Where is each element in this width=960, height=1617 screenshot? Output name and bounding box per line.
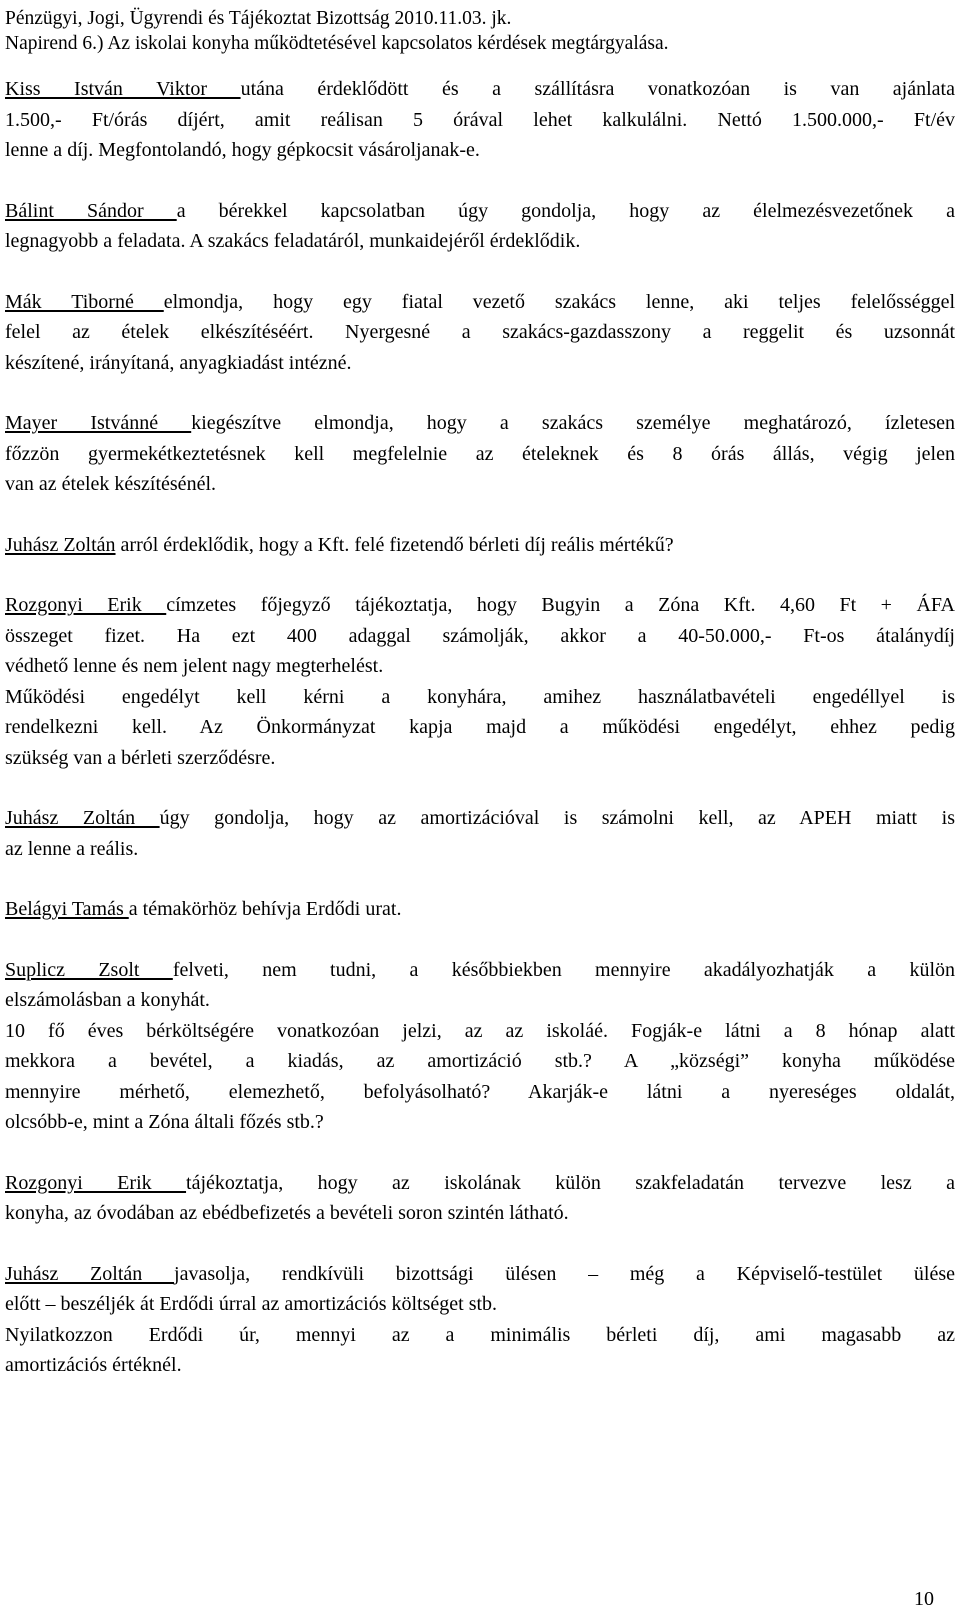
line-text: a bérekkel kapcsolatban úgy gondolja, hogy az élelmezésvezetőnek a [176, 199, 956, 222]
paragraph [5, 530, 955, 561]
line-text: arról érdeklődik, hogy a Kft. felé fizetendő bérleti díj reális mértékű? [115, 533, 674, 556]
text-line [5, 1289, 955, 1320]
line-text: védhető lenne és nem jelent nagy megterhelést. [5, 655, 384, 677]
line-text: szükség van a bérleti szerződésre. [5, 746, 276, 769]
text-line [5, 682, 955, 713]
paragraph-gap [5, 560, 955, 590]
paragraph-gap [5, 864, 955, 894]
text-line [5, 1168, 955, 1199]
line-text: elmondja, hogy egy fiatal vezető szakács lenne, aki teljes felelősséggel [163, 290, 955, 313]
text-line [5, 1350, 955, 1381]
line-text: 10 fő éves bérköltségére vonatkozóan jelzi, az az iskoláé. Fogják-e látni a 8 hónap alatt [5, 1019, 955, 1042]
speaker-name: Juhász Zoltán [5, 807, 160, 829]
text-line [5, 651, 955, 682]
line-text: tájékoztatja, hogy az iskolának külön szakfeladatán tervezve lesz a [186, 1171, 955, 1194]
line-text: amortizációs értéknél. [5, 1354, 182, 1376]
paragraph-gap [5, 257, 955, 287]
text-line [5, 590, 955, 621]
paragraph-gap [5, 500, 955, 530]
paragraph-gap [5, 378, 955, 408]
paragraph [5, 894, 955, 925]
line-text: 1.500,- Ft/órás díjért, amit reálisan 5 órával lehet kalkulálni. Nettó 1.500.000,- Ft/év [5, 108, 955, 131]
text-line [5, 317, 955, 348]
speaker-name: Mayer Istvánné [5, 412, 192, 434]
text-line [5, 1259, 955, 1290]
speaker-name: Suplicz Zsolt [5, 958, 173, 981]
line-text: készítené, irányítaná, anyagkiadást intézné. [5, 351, 352, 374]
page-number: 10 [914, 1588, 934, 1610]
paragraph-gap [5, 1138, 955, 1168]
line-text: az lenne a reális. [5, 837, 139, 860]
text-line [5, 1107, 955, 1138]
text-line [5, 1046, 955, 1077]
agenda-item: Napirend 6.) Az iskolai konyha működtetésével kapcsolatos kérdések megtárgyalása. [5, 33, 669, 54]
line-text: van az ételek készítésénél. [5, 473, 216, 495]
line-text: előtt – beszéljék át Erdődi úrral az amortizációs költséget stb. [5, 1293, 498, 1315]
paragraph [5, 803, 955, 864]
line-text: utána érdeklődött és a szállításra vonatkozóan is van ajánlata [240, 78, 955, 100]
line-text: mennyire mérhető, elemezhető, befolyásolható? Akarják-e látni a nyereséges oldalát, [5, 1080, 955, 1103]
text-line [5, 1016, 955, 1047]
line-text: rendelkezni kell. Az Önkormányzat kapja majd a működési engedélyt, ehhez pedig [5, 716, 955, 738]
text-line [5, 985, 955, 1016]
text-line [5, 530, 955, 561]
header-title: Pénzügyi, Jogi, Ügyrendi és Tájékoztat Bizottság 2010.11.03. jk. [5, 8, 512, 29]
text-line [5, 834, 955, 865]
speaker-name: Juhász Zoltán [5, 533, 116, 556]
line-text: elszámolásban a konyhát. [5, 989, 210, 1011]
paragraph [5, 196, 955, 257]
text-line [5, 712, 955, 743]
line-text: Nyilatkozzon Erdődi úr, mennyi az a minimális bérleti díj, ami magasabb az [5, 1323, 955, 1346]
text-line [5, 1198, 955, 1229]
text-line [5, 743, 955, 774]
paragraph-gap [5, 1229, 955, 1259]
text-line [5, 196, 955, 227]
text-line [5, 1077, 955, 1108]
line-text: felel az ételek elkészítéséért. Nyergesné a szakács-gazdasszony a reggelit és uzsonnát [5, 321, 955, 343]
line-text: címzetes főjegyző tájékoztatja, hogy Bugyin a Zóna Kft. 4,60 Ft + ÁFA [166, 594, 955, 616]
speaker-name: Bálint Sándor [5, 199, 177, 222]
speaker-name: Rozgonyi Erik [5, 1171, 187, 1194]
text-line [5, 803, 955, 834]
line-text: lenne a díj. Megfontolandó, hogy gépkocsit vásároljanak-e. [5, 139, 480, 161]
line-text: összeget fizet. Ha ezt 400 adaggal számolják, akkor a 40-50.000,- Ft-os átalánydíj [5, 624, 955, 647]
speaker-name: Juhász Zoltán [5, 1262, 175, 1285]
speaker-name: Rozgonyi Erik [5, 594, 167, 616]
line-text: felveti, nem tudni, a későbbiekben mennyire akadályozhatják a külön [172, 958, 955, 981]
text-line [5, 1320, 955, 1351]
paragraph [5, 1168, 955, 1229]
line-text: a témakörhöz behívja Erdődi urat. [128, 898, 402, 920]
line-text: főzzön gyermekétkeztetésnek kell megfelelnie az ételeknek és 8 órás állás, végig jelen [5, 442, 955, 465]
text-line [5, 955, 955, 986]
text-line [5, 287, 955, 318]
text-line [5, 894, 955, 925]
paragraph-gap [5, 166, 955, 196]
speaker-name: Mák Tiborné [5, 290, 164, 313]
paragraph [5, 287, 955, 379]
text-line [5, 226, 955, 257]
paragraph [5, 408, 955, 500]
text-line [5, 439, 955, 470]
text-line [5, 74, 955, 105]
paragraph [5, 1259, 955, 1381]
line-text: Működési engedélyt kell kérni a konyhára, amihez használatbavételi engedéllyel is [5, 685, 955, 708]
document-header [5, 6, 955, 56]
text-line [5, 348, 955, 379]
speaker-name: Kiss István Viktor [5, 78, 241, 100]
paragraph [5, 590, 955, 773]
minutes-body [5, 74, 955, 1381]
line-text: úgy gondolja, hogy az amortizációval is számolni kell, az APEH miatt is [159, 807, 955, 829]
line-text: kiegészítve elmondja, hogy a szakács személye meghatározó, ízletesen [191, 412, 955, 434]
line-text: mekkora a bevétel, a kiadás, az amortizáció stb.? A „községi” konyha működése [5, 1050, 955, 1072]
paragraph-gap [5, 925, 955, 955]
text-line [5, 105, 955, 136]
line-text: olcsóbb-e, mint a Zóna általi főzés stb.? [5, 1111, 324, 1133]
text-line [5, 135, 955, 166]
text-line [5, 408, 955, 439]
speaker-name: Belágyi Tamás [5, 898, 129, 920]
line-text: javasolja, rendkívüli bizottsági ülésen – még a Képviselő-testület ülése [174, 1262, 955, 1285]
text-line [5, 469, 955, 500]
paragraph-gap [5, 773, 955, 803]
document-page [5, 6, 955, 1381]
paragraph [5, 74, 955, 166]
text-line [5, 621, 955, 652]
line-text: konyha, az óvodában az ebédbefizetés a bevételi soron szintén látható. [5, 1202, 569, 1224]
paragraph [5, 955, 955, 1138]
line-text: legnagyobb a feladata. A szakács feladatáról, munkaidejéről érdeklődik. [5, 230, 581, 252]
